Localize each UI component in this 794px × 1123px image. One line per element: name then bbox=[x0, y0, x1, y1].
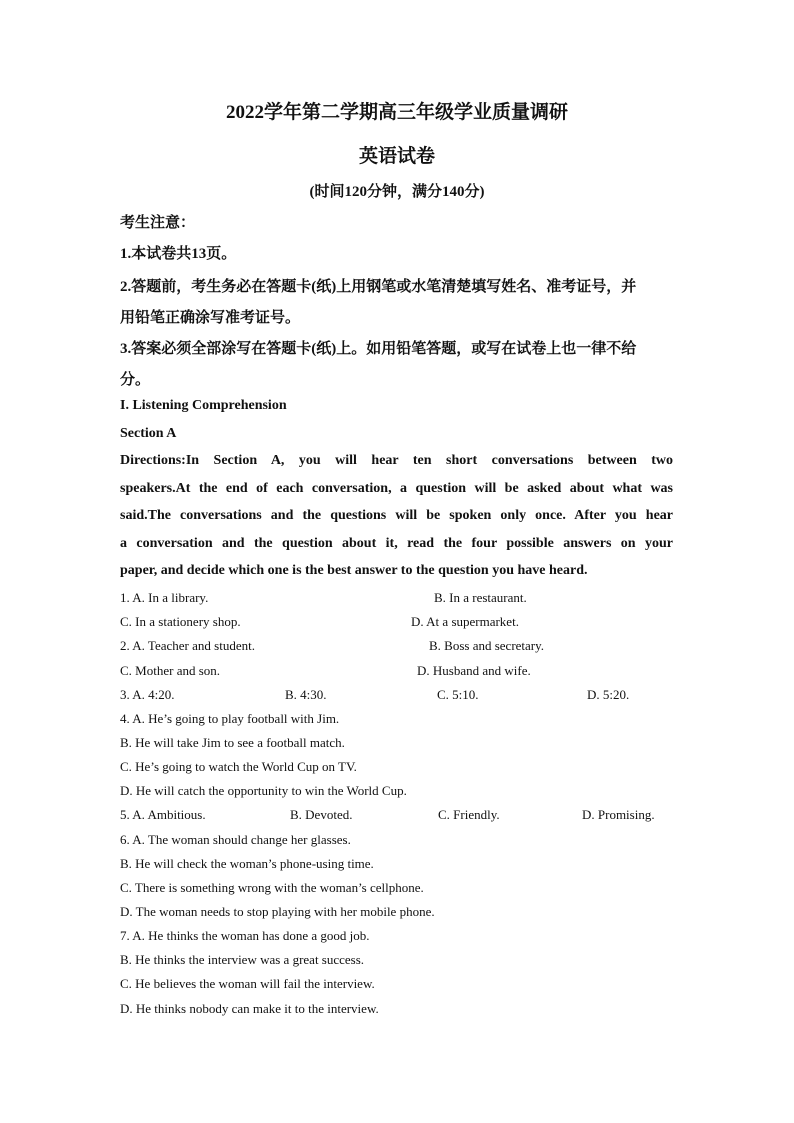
q2-option-d: D. Husband and wife. bbox=[417, 663, 531, 678]
q5-option-b: B. Devoted. bbox=[290, 807, 353, 822]
exam-title: 2022学年第二学期高三年级学业质量调研 bbox=[225, 102, 568, 123]
notice-item-3-line-2: 分。 bbox=[120, 372, 151, 388]
q5-option-a: 5. A. Ambitious. bbox=[120, 807, 206, 822]
q7-option-a: 7. A. He thinks the woman has done a good job. bbox=[120, 928, 370, 943]
q6-option-b: B. He will check the woman’s phone-using time. bbox=[120, 856, 374, 871]
notice-item-2-line-1: 2.答题前，考生务必在答题卡(纸)上用钢笔或水笔清楚填写姓名、准考证号，并 bbox=[120, 279, 637, 295]
notice-item-2-line-2: 用铅笔正确涂写准考证号。 bbox=[120, 310, 301, 326]
part-title: I. Listening Comprehension bbox=[120, 398, 287, 413]
q6-option-c: C. There is something wrong with the woman’s cellphone. bbox=[120, 880, 424, 895]
q3-option-b: B. 4:30. bbox=[285, 687, 327, 702]
q3-option-c: C. 5:10. bbox=[437, 687, 479, 702]
q4-option-b: B. He will take Jim to see a football match. bbox=[120, 735, 345, 750]
q5-option-c: C. Friendly. bbox=[438, 807, 500, 822]
q2-option-a: 2. A. Teacher and student. bbox=[120, 638, 255, 653]
notice-heading: 考生注意： bbox=[120, 215, 196, 231]
q6-option-a: 6. A. The woman should change her glasses. bbox=[120, 832, 351, 847]
directions-line-4: a conversation and the question about it, read the four possible answers on your bbox=[120, 536, 673, 551]
q3-option-d: D. 5:20. bbox=[587, 687, 630, 702]
q5-option-d: D. Promising. bbox=[582, 807, 655, 822]
q4-option-a: 4. A. He’s going to play football with Jim. bbox=[120, 711, 340, 726]
directions-line-5: paper, and decide which one is the best answer to the question you have heard. bbox=[120, 563, 588, 578]
q4-option-d: D. He will catch the opportunity to win the World Cup. bbox=[120, 783, 407, 798]
q4-option-c: C. He’s going to watch the World Cup on TV. bbox=[120, 759, 357, 774]
q1-option-d: D. At a supermarket. bbox=[411, 614, 519, 629]
exam-subject: 英语试卷 bbox=[358, 146, 435, 167]
q1-option-c: C. In a stationery shop. bbox=[120, 614, 241, 629]
q2-option-c: C. Mother and son. bbox=[120, 663, 221, 678]
q2-option-b: B. Boss and secretary. bbox=[429, 638, 545, 653]
directions-line-1: Directions:In Section A, you will hear ten short conversations between two bbox=[120, 453, 673, 468]
q3-option-a: 3. A. 4:20. bbox=[120, 687, 175, 702]
q1-option-a: 1. A. In a library. bbox=[120, 590, 209, 605]
directions-line-3: said.The conversations and the questions will be spoken only once. After you hear bbox=[120, 508, 673, 523]
exam-time-note: (时间120分钟，满分140分) bbox=[309, 184, 485, 200]
q1-option-b: B. In a restaurant. bbox=[434, 590, 527, 605]
q7-option-c: C. He believes the woman will fail the interview. bbox=[120, 976, 375, 991]
q6-option-d: D. The woman needs to stop playing with her mobile phone. bbox=[120, 904, 435, 919]
q7-option-b: B. He thinks the interview was a great success. bbox=[120, 952, 365, 967]
directions-line-2: speakers.At the end of each conversation, a question will be asked about what was bbox=[120, 481, 673, 496]
section-title: Section A bbox=[120, 426, 177, 441]
q7-option-d: D. He thinks nobody can make it to the interview. bbox=[120, 1001, 379, 1016]
notice-item-3-line-1: 3.答案必须全部涂写在答题卡(纸)上。如用铅笔答题，或写在试卷上也一律不给 bbox=[120, 341, 637, 357]
notice-item-1: 1.本试卷共13页。 bbox=[120, 246, 237, 262]
